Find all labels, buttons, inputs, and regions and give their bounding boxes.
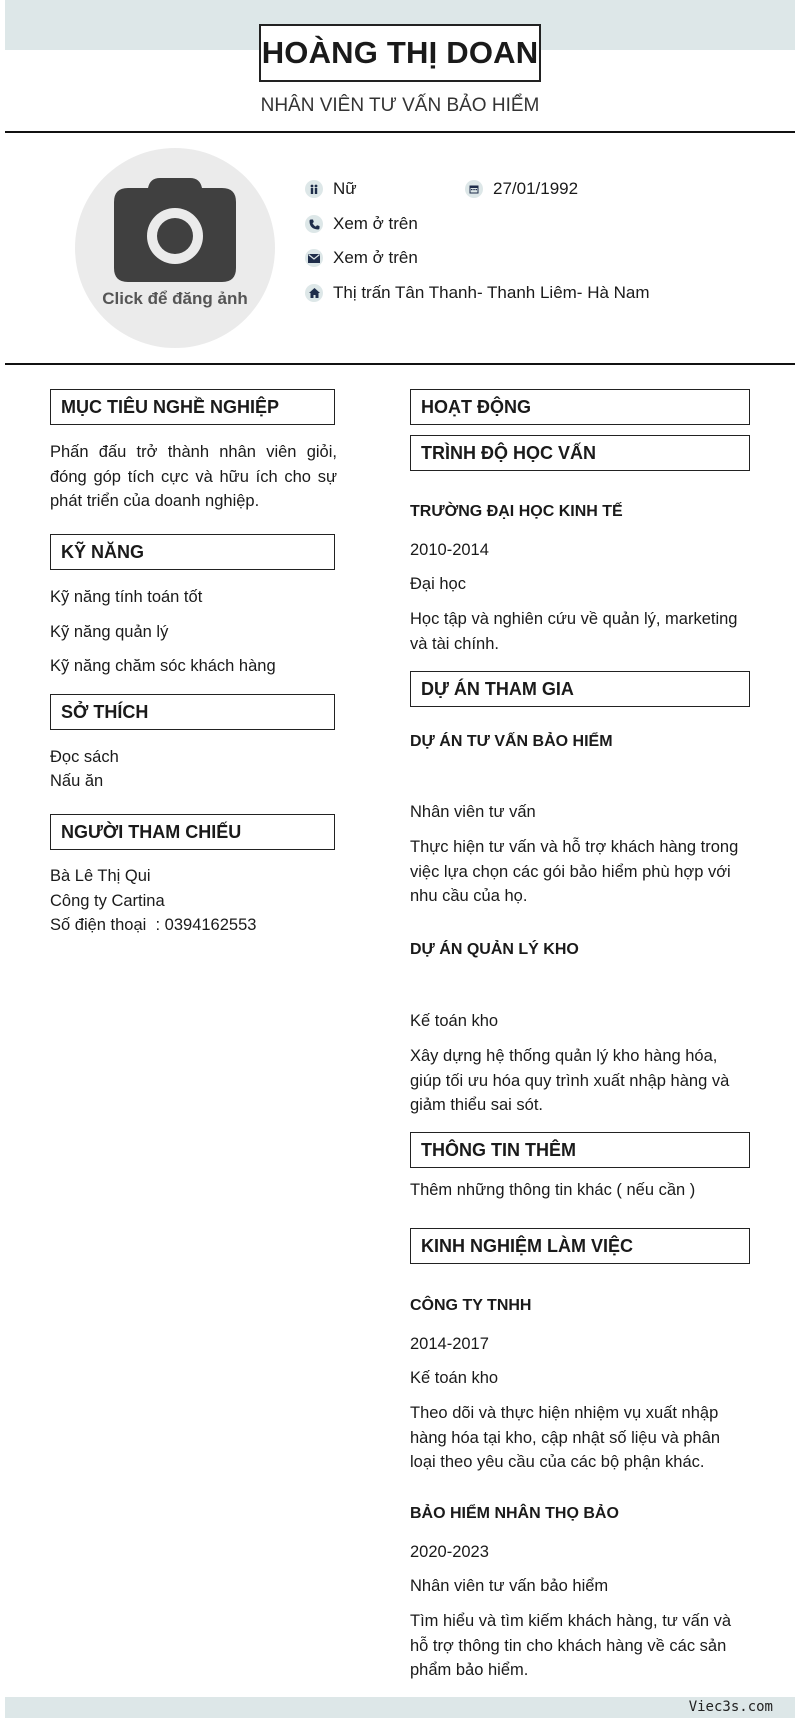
extra-info-heading[interactable]: THÔNG TIN THÊM [410,1132,750,1168]
extra-info-text[interactable]: Thêm những thông tin khác ( nếu cần ) [410,1181,696,1199]
hobbies-heading[interactable]: SỞ THÍCH [50,694,335,730]
experience-heading[interactable]: KINH NGHIỆM LÀM VIỆC [410,1228,750,1264]
address-value[interactable]: Thị trấn Tân Thanh- Thanh Liêm- Hà Nam [333,283,650,302]
divider-middle [5,363,795,365]
job-period[interactable]: 2020-2023 [410,1543,489,1561]
references-heading[interactable]: NGƯỜI THAM CHIẾU [50,814,335,850]
activities-heading[interactable]: HOẠT ĐỘNG [410,389,750,425]
gender-value[interactable]: Nữ [333,179,357,198]
calendar-icon [465,180,483,198]
hobby-item[interactable]: Đọc sách [50,748,119,766]
divider-top [5,131,795,133]
reference-line[interactable]: Công ty Cartina [50,892,165,910]
email-value[interactable]: Xem ở trên [333,248,418,267]
gender-icon [305,180,323,198]
objective-text[interactable]: Phấn đấu trở thành nhân viên giỏi, đóng góp tích cực và hữu ích cho sự phát triển của doanh nghiệp. [50,443,337,510]
projects-heading[interactable]: DỰ ÁN THAM GIA [410,671,750,707]
email-row [305,248,418,268]
camera-icon [114,178,236,282]
gender-row [305,179,357,199]
job-position[interactable]: Kế toán kho [410,1369,499,1387]
project-description[interactable]: Thực hiện tư vấn và hỗ trợ khách hàng trong việc lựa chọn các gói bảo hiểm phù hợp với nhu cầu của họ. [410,838,739,905]
address-row [305,283,650,303]
job-period[interactable]: 2014-2017 [410,1335,489,1353]
photo-upload[interactable] [75,148,275,348]
job-description[interactable]: Tìm hiểu và tìm kiếm khách hàng, tư vấn và hỗ trợ thông tin cho khách hàng về các sản phẩm bảo hiểm. [410,1612,732,1679]
skill-item[interactable]: Kỹ năng quản lý [50,623,169,641]
brand-watermark: Viec3s.com [688,1699,773,1715]
company-name[interactable]: CÔNG TY TNHH [410,1297,532,1314]
project-role[interactable]: Nhân viên tư vấn [410,803,536,821]
education-description[interactable]: Học tập và nghiên cứu về quản lý, marketing và tài chính. [410,610,738,653]
birthday-value[interactable]: 27/01/1992 [493,179,579,198]
envelope-icon [305,249,323,267]
reference-line[interactable]: Bà Lê Thị Qui [50,867,151,885]
skill-item[interactable]: Kỹ năng chăm sóc khách hàng [50,657,276,675]
skill-item[interactable]: Kỹ năng tính toán tốt [50,588,203,606]
hobby-item[interactable]: Nấu ăn [50,772,104,790]
objective-heading[interactable]: MỤC TIÊU NGHỀ NGHIỆP [50,389,335,425]
job-description[interactable]: Theo dõi và thực hiện nhiệm vụ xuất nhập hàng hóa tại kho, cập nhật số liệu và phân loại theo yêu cầu của các bộ phận khác. [410,1404,721,1471]
education-period[interactable]: 2010-2014 [410,541,489,559]
bottom-band [5,1697,795,1718]
phone-value[interactable]: Xem ở trên [333,214,418,233]
company-name[interactable]: BẢO HIỂM NHÂN THỌ BẢO [410,1505,619,1522]
cv-page [5,0,795,1718]
skills-heading[interactable]: KỸ NĂNG [50,534,335,570]
reference-line[interactable]: Số điện thoại : 0394162553 [50,916,257,934]
job-position[interactable]: Nhân viên tư vấn bảo hiểm [410,1577,609,1595]
project-name[interactable]: DỰ ÁN TƯ VẤN BẢO HIỂM [410,733,613,750]
candidate-name[interactable]: HOÀNG THỊ DOAN [259,24,541,82]
home-icon [305,284,323,302]
birthday-row [465,179,578,199]
education-degree[interactable]: Đại học [410,575,466,593]
project-description[interactable]: Xây dựng hệ thống quản lý kho hàng hóa, giúp tối ưu hóa quy trình xuất nhập hàng và giảm thiểu sai sót. [410,1047,730,1114]
project-name[interactable]: DỰ ÁN QUẢN LÝ KHO [410,941,579,958]
phone-icon [305,215,323,233]
phone-row [305,214,418,234]
job-title[interactable]: NHÂN VIÊN TƯ VẤN BẢO HIỂM [260,95,540,116]
education-heading[interactable]: TRÌNH ĐỘ HỌC VẤN [410,435,750,471]
project-role[interactable]: Kế toán kho [410,1012,499,1030]
school-name[interactable]: TRƯỜNG ĐẠI HỌC KINH TẾ [410,503,623,520]
photo-caption: Click để đăng ảnh [102,289,248,308]
